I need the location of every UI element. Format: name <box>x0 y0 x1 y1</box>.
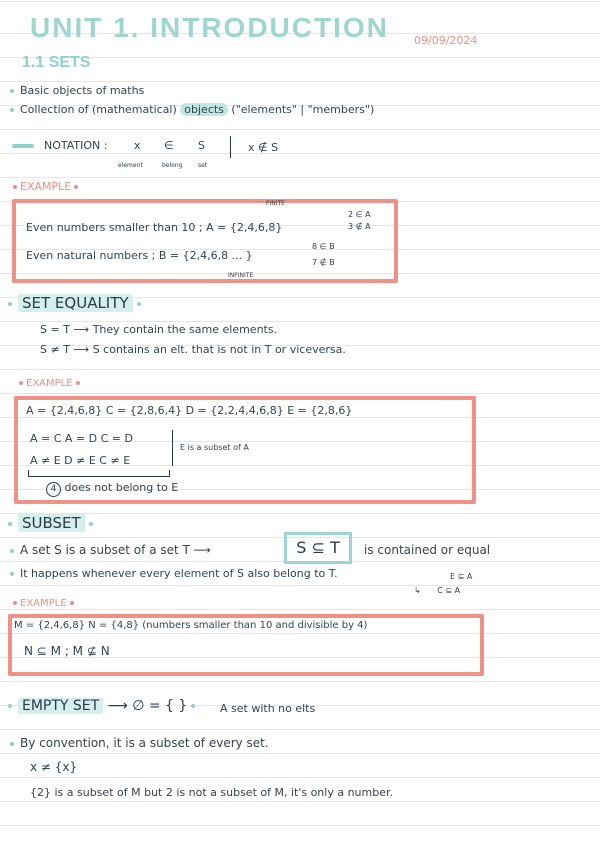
example-label-2: EXAMPLE <box>16 378 83 389</box>
ex2-sets: A = {2,4,6,8} C = {2,8,6,4} D = {2,2,4,4,6,8} E = {2,8,6} <box>26 404 353 417</box>
ex3-line-1: M = {2,4,6,8} N = {4,8} (numbers smaller than 10 and divisible by 4) <box>14 620 368 631</box>
intro-line-1: Basic objects of maths <box>10 84 144 97</box>
ex3-line-2: N ⊆ M ; M ⊈ N <box>24 644 110 658</box>
date-label: 09/09/2024 <box>414 34 478 47</box>
page-title: UNIT 1. INTRODUCTION <box>30 12 389 43</box>
subset-line-1-end: is contained or equal <box>364 543 491 557</box>
subset-result-2: ↳ C ⊆ A <box>414 586 461 595</box>
subset-line-2: It happens whenever every element of S also belong to T. <box>10 567 338 580</box>
example-label-3: EXAMPLE <box>10 598 77 609</box>
notation-sub-set: set <box>198 162 208 169</box>
notation-s: S <box>198 139 205 152</box>
subset-result-1: E ⊆ A <box>450 572 473 581</box>
empty-line-3: {2} is a subset of M but 2 is not a subset of M, it's only a number. <box>30 786 393 799</box>
empty-line-1: By convention, it is a subset of every set. <box>10 736 269 750</box>
ex2-row-2: A ≠ E D ≠ E C ≠ E <box>30 454 131 467</box>
section-title: 1.1 SETS <box>22 54 91 71</box>
notation-in: ∈ <box>164 139 174 152</box>
set-equality-line-1: S = T ⟶ They contain the same elements. <box>40 323 278 336</box>
notation-notin: x ∉ S <box>248 141 279 154</box>
bullet-icon <box>10 89 14 93</box>
empty-set-desc: A set with no elts <box>220 702 316 715</box>
subset-heading: SUBSET <box>8 514 99 532</box>
notation-x: x <box>134 139 141 152</box>
notation-label: NOTATION : <box>44 139 108 152</box>
ex2-divider <box>172 430 173 466</box>
empty-line-2: x ≠ {x} <box>30 760 78 774</box>
bullet-icon <box>10 108 14 112</box>
ex1-line-2: Even natural numbers ; B = {2,4,6,8 ... } <box>26 249 253 262</box>
set-equality-heading: SET EQUALITY <box>8 294 147 312</box>
highlight-objects: objects <box>180 103 228 116</box>
ex1-result-2: 3 ∉ A <box>348 222 371 231</box>
ex1-result-4: 7 ∉ B <box>312 258 335 267</box>
intro-line-2: Collection of (mathematical) objects ("elements" | "members") <box>10 103 374 116</box>
example-box-1 <box>12 199 398 283</box>
notation-divider <box>230 136 231 158</box>
example-label-1: EXAMPLE <box>10 180 81 193</box>
set-equality-line-2: S ≠ T ⟶ S contains an elt. that is not in T or viceversa. <box>40 343 346 356</box>
ex2-note: 4 does not belong to E <box>46 481 178 497</box>
subset-box: S ⊆ T <box>284 532 352 564</box>
ex2-side: E is a subset of A <box>180 443 249 452</box>
notation-sub-belong: belong <box>162 162 183 169</box>
ex2-row-1: A = C A = D C = D <box>30 432 133 445</box>
ex1-result-1: 2 ∈ A <box>348 210 371 219</box>
notation-sub-element: element <box>118 162 143 169</box>
circled-number: 4 <box>46 482 61 497</box>
notation-arrow-icon <box>12 144 34 148</box>
subset-line-1: A set S is a subset of a set T ⟶ <box>10 543 211 557</box>
empty-set-heading: EMPTY SET ⟶ ∅ = { } <box>8 698 201 714</box>
infinite-label: INFINITE <box>228 272 254 279</box>
ex1-line-1: Even numbers smaller than 10 ; A = {2,4,6,8} <box>26 221 283 234</box>
ex1-result-3: 8 ∈ B <box>312 242 335 251</box>
finite-label: FINITE <box>266 200 285 207</box>
ex2-bracket <box>28 470 170 477</box>
